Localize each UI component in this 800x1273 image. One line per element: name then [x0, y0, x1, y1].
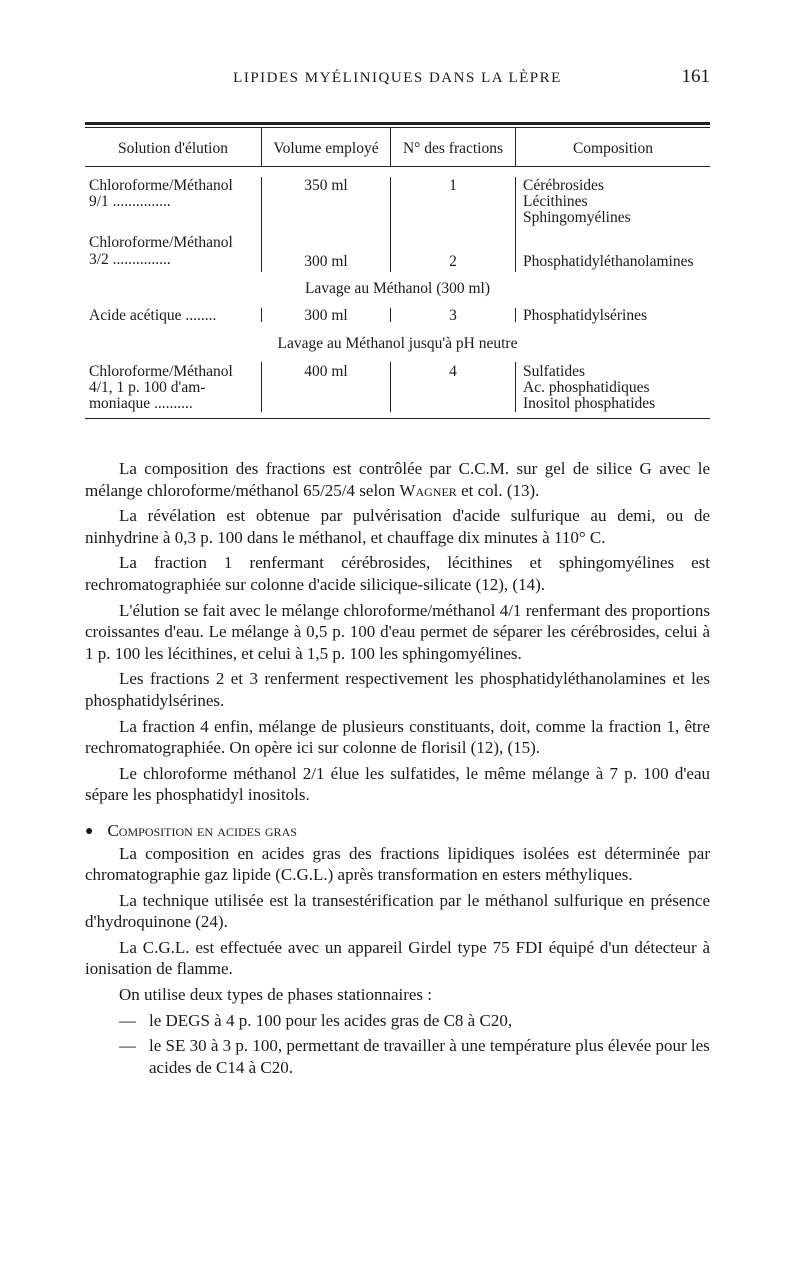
paragraph: Les fractions 2 et 3 renferment respectivement les phosphatidyléthanolamines et les phosphatidylsérines.	[85, 669, 710, 710]
table-top-rule	[85, 122, 710, 125]
header-rule	[85, 166, 710, 167]
table-top-rule-thin	[85, 127, 710, 128]
paragraph: La technique utilisée est la transestérification par le méthanol sulfurique en présence d'hydroquinone (24).	[85, 890, 710, 932]
table-bottom-rule	[85, 418, 710, 419]
section-heading: ● Composition en acides gras	[85, 820, 297, 840]
page-header	[85, 66, 710, 96]
paragraph: On utilise deux types de phases stationnaires :	[119, 985, 433, 1005]
header-fractions: N° des fractions	[402, 140, 504, 157]
header-volume: Volume employé	[273, 140, 379, 157]
paragraph: Le chloroforme méthanol 2/1 élue les sulfatides, le même mélange à 7 p. 100 d'eau sépare les phosphatidyl inositols.	[85, 763, 710, 805]
wash-note-1: Lavage au Méthanol (300 ml)	[304, 280, 491, 297]
header-solution: Solution d'élution	[117, 140, 228, 157]
bullet-icon: ●	[85, 823, 94, 839]
paragraph: La C.G.L. est effectuée avec un appareil Girdel type 75 FDI équipé d'un détecteur à ionisation de flamme.	[85, 937, 710, 979]
header-composition: Composition	[572, 140, 654, 157]
paragraph: La révélation est obtenue par pulvérisation d'acide sulfurique au demi, ou de ninhydrine à 0,3 p. 100 dans le méthanol, et chauffage dix minutes à 110° C.	[85, 506, 710, 547]
wash-note-2: Lavage au Méthanol jusqu'à pH neutre	[277, 335, 518, 352]
paragraph: La composition en acides gras des fractions lipidiques isolées est déterminée par chromatographie gaz lipide (C.G.L.) après transformation en esters méthyliques.	[85, 843, 710, 885]
running-title: LIPIDES MYÉLINIQUES DANS LA LÈPRE	[233, 70, 562, 86]
list-item: — le DEGS à 4 p. 100 pour les acides gras de C8 à C20,	[119, 1010, 513, 1030]
paragraph: La fraction 4 enfin, mélange de plusieurs constituants, doit, comme la fraction 1, être rechromatographiée. On opère ici sur colonne de florisil (12), (15).	[85, 716, 710, 758]
paragraph: La composition des fractions est contrôlée par C.C.M. sur gel de silice G avec le mélange chloroforme/méthanol 65/25/4 selon Wagner et col. (13).	[85, 459, 710, 500]
paragraph: La fraction 1 renfermant cérébrosides, lécithines et sphingomyélines est rechromatographiée sur colonne d'acide silicique-silicate (12), (14).	[85, 553, 710, 594]
page-number: 161	[681, 66, 710, 87]
author-name: Wagner	[399, 480, 457, 500]
list-item: — le SE 30 à 3 p. 100, permettant de travailler à une température plus élevée pour les acides de C14 à C20.	[119, 1036, 710, 1077]
body-text	[85, 458, 710, 1078]
paragraph: L'élution se fait avec le mélange chloroforme/méthanol 4/1 renfermant des proportions croissantes d'eau. Le mélange à 0,5 p. 100 d'eau permet de séparer les cérébrosides, celui à 1 p. 100 les lécithines, et celui à 1,5 p. 100 les sphingomyélines.	[85, 600, 710, 663]
elution-table: Solution d'élution Volume employé N° des fractions Composition Chloroforme/Méthanol 9/1 ............... 350 ml 1 Cérébrosides Lécithines Sphingomyélines Chloroforme/Méthanol 3/2 ............... 300 ml 2 Phosphatidyléthanolamines Lavage au Méthanol (300 ml) Acide acétique ........ 300 ml 3 Phosphatidylsérines Lavage au Méthanol jusqu'à pH neutre Chloroforme/Méthanol 4/1, 1 p. 100 d'am- moniaque .......... 400 ml 4 Sulfatides Ac. phosphatidiques Inositol phosphatides	[85, 122, 710, 422]
